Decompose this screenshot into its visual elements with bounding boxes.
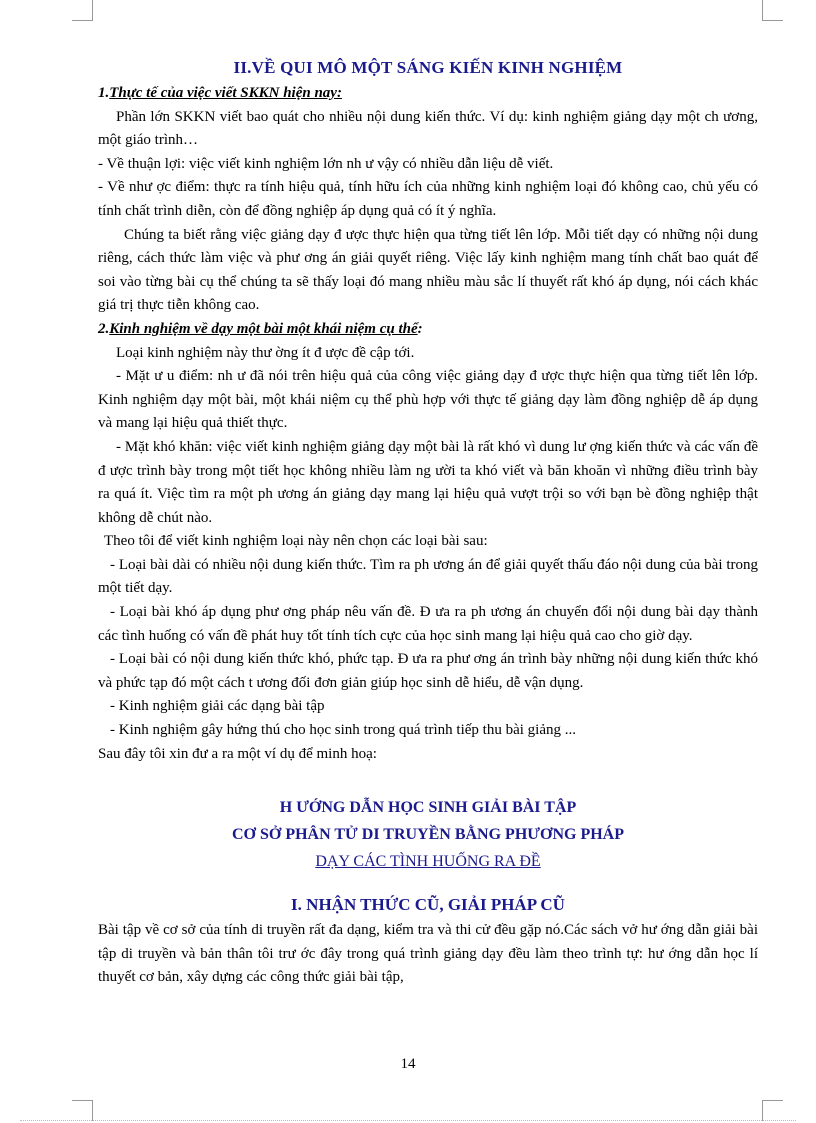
section-2-colon: : — [417, 320, 423, 337]
paragraph: Phần lớn SKKN viết bao quát cho nhiều nội dung kiến thức. Ví dụ: kinh nghiệm giảng dạy một ch ương, một giáo trình… — [98, 108, 758, 149]
crop-mark-bottom-right — [762, 1100, 783, 1121]
section-1-heading-text — [109, 85, 342, 101]
page-edge-divider — [20, 1120, 796, 1121]
crop-mark-top-left — [72, 0, 93, 21]
paragraph: - Về thuận lợi: việc viết kinh nghiệm lớn nh ư vậy có nhiều dẫn liệu dễ viết. — [98, 155, 554, 172]
paragraph: - Kinh nghiệm gây hứng thú cho học sinh trong quá trình tiếp thu bài giảng ... — [110, 722, 576, 739]
paragraph: - Loại bài khó áp dụng phư ơng pháp nêu vấn đề. Đ ưa ra ph ương án chuyển đổi nội dung bài dạy thành các tình huống có vấn đề phát huy tốt tính tích cực của học sinh mang lại hiệu quả cao cho giờ dạy. — [98, 604, 758, 644]
paragraph: Chúng ta biết rằng việc giảng dạy đ ược thực hiện qua từng tiết lên lớp. Mỗi tiết dạy có những nội dung riêng, cách thức làm việc và phư ơng án giải quyết riêng. Việc lấy kinh nghiệm mang tính chất bao quát để soi vào từng bài cụ thể chúng ta sẽ thấy loại đó mang nhiều màu sắc lí thuyết rất khó áp dụng, nói cách khác giá trị thực tiễn không cao. — [98, 226, 758, 314]
section-1-number: 1. — [98, 85, 110, 101]
paragraph: Bài tập về cơ sở của tính di truyền rất đa dạng, kiểm tra và thi cử đều gặp nó.Các sách vở hư ớng dẫn giải bài tập di truyền và bản thân tôi trư ớc đây trong quá trình giảng dạy đều làm theo trình tự: hư ớng dẫn học lí thuyết cơ bản, xây dựng các công thức giải bài tập, — [98, 922, 758, 986]
section-I-heading: I. NHẬN THỨC CŨ, GIẢI PHÁP CŨ — [291, 895, 565, 915]
paragraph: - Về như ợc điểm: thực ra tính hiệu quả, tính hữu ích của những kinh nghiệm loại đó không cao, chủ yếu có tính chất trình diễn, còn để đồng nghiệp áp dụng quả có ít ý nghĩa. — [98, 179, 758, 219]
section-2-heading-underlined: Kinh nghiệm về dạy một bài một khái niệm cụ thể — [109, 320, 418, 337]
paragraph: - Loại bài dài có nhiều nội dung kiến thức. Tìm ra ph ương án để giải quyết thấu đáo nội dung của bài trong một tiết dạy. — [98, 556, 758, 597]
topic-heading-line-1: H ƯỚNG DẪN HỌC SINH GIẢI BÀI TẬP — [279, 799, 577, 817]
topic-heading-line-3: DẠY CÁC TÌNH HUỐNG RA ĐỀ — [315, 853, 541, 871]
document-page — [98, 52, 758, 990]
page-number: 14 — [400, 1056, 416, 1072]
paragraph: - Mặt ư u điểm: nh ư đã nói trên hiệu quả của công việc giảng dạy đ ược thực hiện qua từng tiết lên lớp. Kinh nghiệm dạy một bài, một khái niệm cụ thể phù hợp với thực tế giảng dạy làm đồng nghiệp dễ áp dụng và mang lại hiệu quả thiết thực. — [98, 368, 758, 432]
section-2-number: 2. — [98, 320, 110, 337]
section-2-heading-text — [109, 321, 422, 337]
section-1-heading-underlined: Thực tế của việc viết SKKN hiện nay: — [109, 85, 342, 101]
paragraph: - Kinh nghiệm giải các dạng bài tập — [110, 698, 325, 715]
paragraph: Loại kinh nghiệm này thư ờng ít đ ược đề cập tới. — [116, 344, 415, 361]
paragraph: Sau đây tôi xin đư a ra một ví dụ để minh hoạ: — [98, 745, 377, 762]
paragraph: - Loại bài có nội dung kiến thức khó, phức tạp. Đ ưa ra phư ơng án trình bày những nội dung kiến thức khó và phức tạp đó một cách t ương đối đơn giản giúp học sinh dễ hiểu, dễ vận dụng. — [98, 651, 758, 691]
crop-mark-top-right — [762, 0, 783, 21]
spacer — [98, 766, 758, 794]
page-title: II.VỀ QUI MÔ MỘT SÁNG KIẾN KINH NGHIỆM — [233, 58, 623, 77]
topic-heading-line-2: CƠ SỞ PHÂN TỬ DI TRUYỀN BẰNG PHƯƠNG PHÁP — [231, 826, 624, 844]
paragraph: - Mặt khó khăn: việc viết kinh nghiệm giảng dạy một bài là rất khó vì dung lư ợng kiến thức và các vấn đề đ ược trình bày trong một tiết học không nhiều làm ng ười ta khó viết và băn khoăn vì những điều trình bày ra quá ít. Việc tìm ra một ph ương án giảng dạy mang lại hiệu quả vượt trội so với bạn bè đồng nghiệp thật không dễ chút nào. — [98, 438, 758, 526]
spacer — [98, 875, 758, 891]
crop-mark-bottom-left — [72, 1100, 93, 1121]
paragraph: Theo tôi để viết kinh nghiệm loại này nên chọn các loại bài sau: — [104, 533, 488, 550]
section-2-heading — [98, 318, 758, 342]
section-1-heading — [98, 82, 758, 106]
